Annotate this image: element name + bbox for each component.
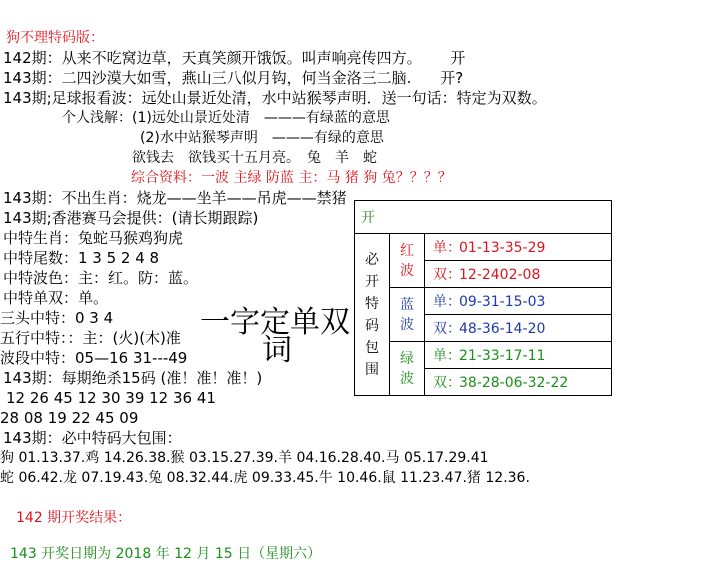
row-value: 38-28-06-32-22 xyxy=(459,375,569,391)
number-row xyxy=(425,315,612,342)
draw-date: 143 开奖日期为 2018 年 12 月 15 日（星期六） xyxy=(10,546,322,562)
riddle-143 xyxy=(3,68,463,88)
vertical-label xyxy=(355,234,390,396)
wchar: 波 xyxy=(400,262,414,279)
kill-line: 143期：每期绝杀15码 (准！准！准！) xyxy=(3,369,263,387)
riddle-143-answer: 开? xyxy=(440,69,464,87)
blue-wave-label xyxy=(390,288,425,342)
vchar: 包 xyxy=(365,339,379,356)
red-wave-label xyxy=(390,234,425,288)
row-value: 09-31-15-03 xyxy=(459,294,546,310)
vchar: 围 xyxy=(365,361,379,378)
riddle-142-text: 142期：从来不吃窝边草，天真笑颜开饿饭。叫声响亮传四方。 xyxy=(3,49,422,67)
row-value: 01-13-35-29 xyxy=(459,240,546,256)
explanation-1: 个人浅解：(1)远处山景近处清 ———有绿蓝的意思 xyxy=(62,110,390,126)
wave-table xyxy=(354,200,612,396)
zodiac-line: 143期：不出生肖：烧龙——坐羊——吊虎——禁猪 xyxy=(3,189,347,207)
row-value: 48-36-14-20 xyxy=(459,321,546,337)
wchar: 波 xyxy=(400,316,414,333)
zhong-head: 三头中特：0 3 4 xyxy=(0,309,114,327)
zhong-color: 中特波色：主：红。防：蓝。 xyxy=(3,269,199,287)
row-label: 双： xyxy=(433,267,461,283)
surround-title: 143期：必中特码大包围： xyxy=(3,429,182,447)
summary-line: 综合资料：一波 主绿 防蓝 主：马 猪 狗 兔？？？？ xyxy=(131,170,452,186)
number-row xyxy=(425,369,612,396)
row-label: 单： xyxy=(433,294,461,310)
row-label: 双： xyxy=(433,375,461,391)
hk-line: 143期;香港赛马会提供：(请长期跟踪) xyxy=(3,209,259,227)
wchar: 红 xyxy=(400,242,414,259)
explanation-3: 欲钱去 欲钱买十五月亮。 兔 羊 蛇 xyxy=(132,150,377,166)
riddle-142-answer: 开 xyxy=(450,49,466,67)
row-label: 单： xyxy=(433,240,461,256)
zhong-range: 波段中特：05—16 31---49 xyxy=(0,349,188,367)
row-label: 双： xyxy=(433,321,461,337)
page-title: 狗不理特码版： xyxy=(6,30,104,46)
big-heading-2: 词 xyxy=(262,333,292,368)
big-heading-1: 一字定单双 xyxy=(200,305,350,340)
zhong-odd-even: 中特单双：单。 xyxy=(3,289,109,307)
vchar: 开 xyxy=(365,273,379,290)
zhong-tail: 中特尾数：1 3 5 2 4 8 xyxy=(3,249,160,267)
vchar: 必 xyxy=(365,251,379,268)
result-heading: 142 期开奖结果： xyxy=(16,510,132,526)
vchar: 码 xyxy=(365,317,379,334)
number-row xyxy=(425,288,612,315)
football-riddle: 143期;足球报看波：远处山景近处清，水中站猴琴声明．送一句话：特定为双数。 xyxy=(3,89,547,107)
wchar: 蓝 xyxy=(400,296,414,313)
row-label: 单： xyxy=(433,348,461,364)
vchar: 特 xyxy=(365,295,379,312)
riddle-143-text: 143期：二四沙漠大如雪，燕山三八似月钩，何当金洛三二脑. xyxy=(3,69,412,87)
row-value: 21-33-17-11 xyxy=(459,348,546,364)
row-value: 12-2402-08 xyxy=(459,267,541,283)
number-row xyxy=(425,261,612,288)
riddle-142 xyxy=(3,48,465,68)
zhong-zodiac: 中特生肖：兔蛇马猴鸡狗虎 xyxy=(3,229,184,247)
wchar: 绿 xyxy=(400,350,414,367)
number-row xyxy=(425,234,612,261)
kill-numbers-2: 28 08 19 22 45 09 xyxy=(0,409,139,427)
number-row xyxy=(425,342,612,369)
wchar: 波 xyxy=(400,370,414,387)
wave-table-header: 开 xyxy=(355,201,612,234)
green-wave-label xyxy=(390,342,425,396)
surround-row-2: 蛇 06.42.龙 07.19.43.兔 08.32.44.虎 09.33.45.牛 10.46.鼠 11.23.47.猪 12.36. xyxy=(0,470,530,486)
surround-row-1: 狗 01.13.37.鸡 14.26.38.猴 03.15.27.39.羊 04.16.28.40.马 05.17.29.41 xyxy=(0,450,489,466)
explanation-2: (2)水中站猴琴声明 ———有绿的意思 xyxy=(140,130,384,146)
zhong-element: 五行中特：：主：(火)(木)准 xyxy=(0,329,181,347)
kill-numbers-1: 12 26 45 12 30 39 12 36 41 xyxy=(6,389,216,407)
